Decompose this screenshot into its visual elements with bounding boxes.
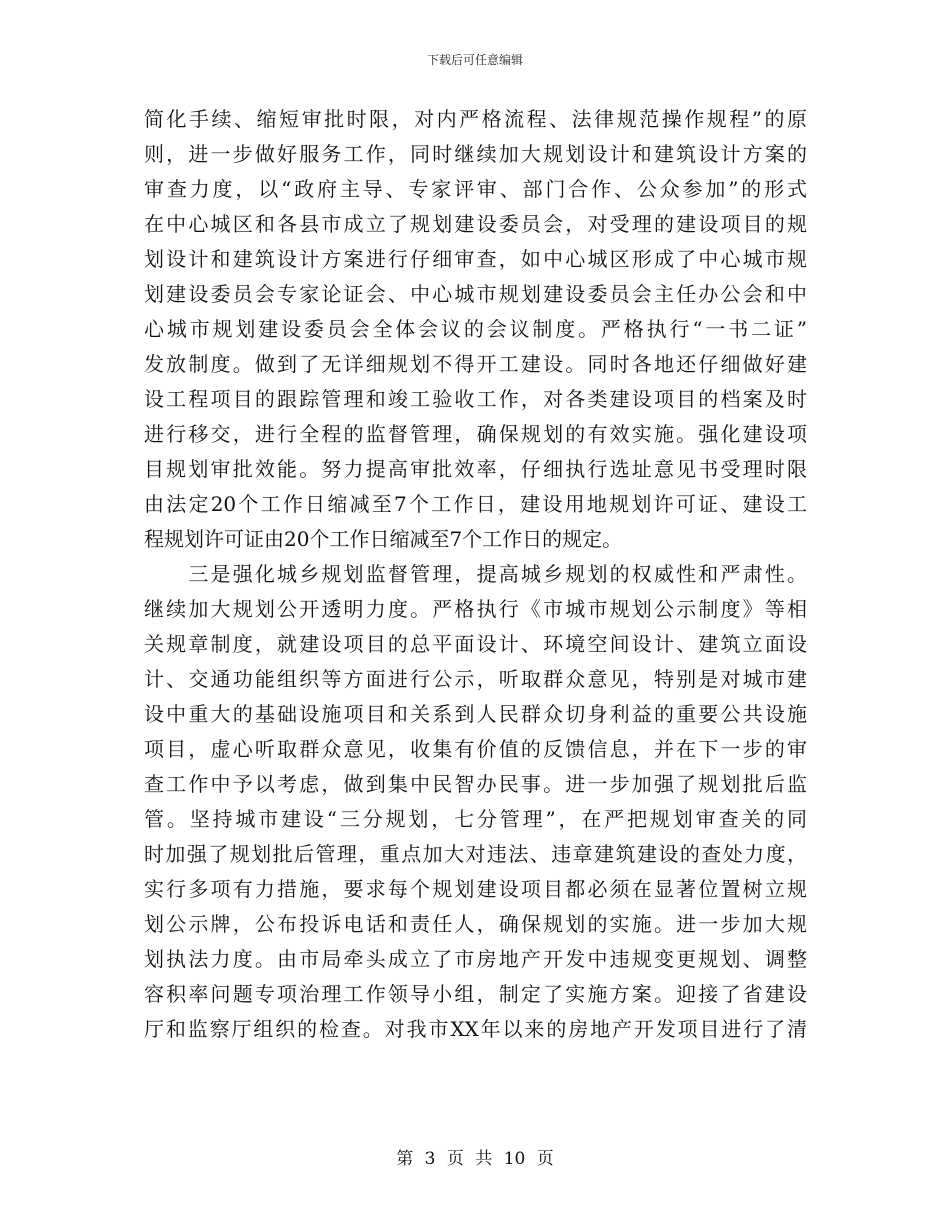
text-line: 设工程项目的跟踪管理和竣工验收工作，对各类建设项目的档案及时 [144,387,807,411]
text-line: 厅和监察厅组织的检查。对我市XX年以来的房地产开发项目进行了清 [144,1017,807,1041]
text-line: 项目，虚心听取群众意见，收集有价值的反馈信息，并在下一步的审 [144,737,807,761]
text-line: 心城市规划建设委员会全体会议的会议制度。严格执行“一书二证” [144,317,807,341]
body-text [144,102,807,1047]
text-line: 划设计和建筑设计方案进行仔细审查，如中心城区形成了中心城市规 [144,247,807,271]
text-line: 则，进一步做好服务工作，同时继续加大规划设计和建筑设计方案的 [144,142,807,166]
text-line: 关规章制度，就建设项目的总平面设计、环境空间设计、建筑立面设 [144,632,807,656]
text-line: 查工作中予以考虑，做到集中民智办民事。进一步加强了规划批后监 [144,772,807,796]
text-line: 进行移交，进行全程的监督管理，确保规划的有效实施。强化建设项 [144,422,807,446]
text-line: 时加强了规划批后管理，重点加大对违法、违章建筑建设的查处力度， [144,842,807,866]
text-line: 划建设委员会专家论证会、中心城市规划建设委员会主任办公会和中 [144,282,807,306]
text-line: 发放制度。做到了无详细规划不得开工建设。同时各地还仔细做好建 [144,352,807,376]
text-line: 划公示牌，公布投诉电话和责任人，确保规划的实施。进一步加大规 [144,912,807,936]
page-header: 下载后可任意编辑 [426,53,523,67]
text-line: 容积率问题专项治理工作领导小组，制定了实施方案。迎接了省建设 [144,982,807,1006]
text-line: 继续加大规划公开透明力度。严格执行《市城市规划公示制度》等相 [144,597,807,621]
text-line: 目规划审批效能。努力提高审批效率，仔细执行选址意见书受理时限 [144,457,807,481]
text-line: 审查力度，以“政府主导、专家评审、部门合作、公众参加”的形式 [144,177,807,201]
text-line: 程规划许可证由20个工作日缩减至7个工作日的规定。 [144,527,623,551]
text-line: 实行多项有力措施，要求每个规划建设项目都必须在显著位置树立规 [144,877,807,901]
text-line: 简化手续、缩短审批时限，对内严格流程、法律规范操作规程”的原 [144,107,807,131]
text-line: 设中重大的基础设施项目和关系到人民群众切身利益的重要公共设施 [144,702,807,726]
text-line: 管。坚持城市建设“三分规划，七分管理”，在严把规划审查关的同 [144,807,807,831]
text-line: 三是强化城乡规划监督管理，提高城乡规划的权威性和严肃性。 [144,562,807,586]
page-footer: 第 3 页 共 10 页 [396,1149,554,1169]
text-line: 计、交通功能组织等方面进行公示，听取群众意见，特别是对城市建 [144,667,807,691]
text-line: 划执法力度。由市局牵头成立了市房地产开发中违规变更规划、调整 [144,947,807,971]
text-line: 在中心城区和各县市成立了规划建设委员会，对受理的建设项目的规 [144,212,807,236]
text-line: 由法定20个工作日缩减至7个工作日，建设用地规划许可证、建设工 [144,492,807,516]
